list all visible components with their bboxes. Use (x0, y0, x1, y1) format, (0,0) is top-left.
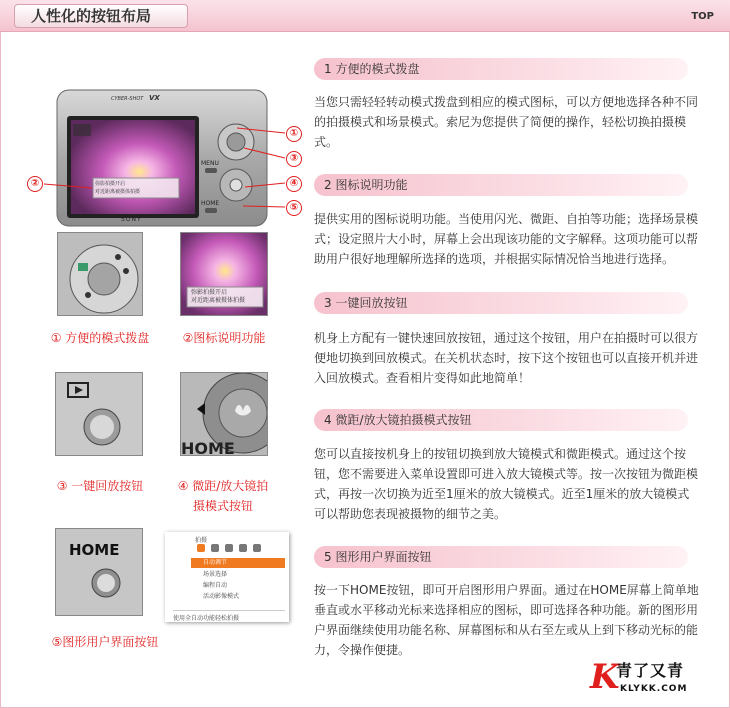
marker-5: ⑤ (286, 200, 302, 216)
home-menu-item-2[interactable] (191, 570, 285, 580)
caption-mode-dial: ① 方便的模式拨盘 (50, 331, 150, 345)
home-button-label: HOME (69, 541, 120, 559)
mode-dial-thumb (57, 232, 143, 316)
macro-thumb (180, 372, 268, 456)
playback-button-icon (56, 373, 143, 456)
section-title-3: 3 一键回放按钮 (314, 292, 688, 314)
home-menu-icon-row (197, 544, 283, 554)
camera-brand: SONY (121, 216, 142, 223)
page-title: 人性化的按钮布局 (14, 4, 188, 28)
caption-playback: ③ 一键回放按钮 (56, 479, 144, 493)
camera-mode-icon (197, 544, 205, 552)
camera-menu-label: MENU (201, 160, 219, 167)
section-title-2: 2 图标说明功能 (314, 174, 688, 196)
section-text-2: 提供实用的图标说明功能。当使用闪光、微距、自拍等功能；选择场景模式；设定照片大小时，屏幕上会出现该功能的文字解释。这项功能可以帮助用户很好地理解所选择的选项，并根据实际情况恰当地进行选择。 (314, 212, 699, 266)
svg-text:K: K (590, 657, 620, 697)
caption-icon-tip: ②图标说明功能 (182, 331, 266, 345)
home-menu-item-3[interactable] (191, 581, 285, 591)
marker-3: ③ (286, 151, 302, 167)
camera-home-label: HOME (201, 200, 220, 207)
view-icon (211, 544, 219, 552)
camera-screen-tip: 弥影拍摄开启 对近距离被摄体拍摄 (95, 181, 141, 195)
section-title-4: 4 微距/放大镜拍摄模式按钮 (314, 409, 688, 431)
playback-thumb (55, 372, 143, 456)
marker-1: ① (286, 126, 302, 142)
camera-model-tag: VX (149, 94, 160, 102)
print-icon (225, 544, 233, 552)
section-text-1: 当您只需轻轻转动模式拨盘到相应的模式图标，可以方便地选择各种不同的拍摄模式和场景模式。索尼为您提供了简便的操作，轻松切换拍摄模式。 (314, 95, 699, 149)
home-menu-screenshot (165, 532, 289, 622)
section-title-5: 5 图形用户界面按钮 (314, 546, 688, 568)
icon-tip-text: 弥影拍摄开启 对近距离被摄体拍摄 (191, 289, 246, 304)
macro-home-fragment: HOME (181, 439, 235, 456)
home-menu-item-label: 编程自动 (203, 582, 228, 589)
caption-home: ⑤图形用户界面按钮 (51, 635, 159, 649)
home-button-icon (56, 529, 143, 616)
logo-url: KLYKK.COM (620, 684, 688, 694)
home-menu-title: 拍摄 (195, 537, 208, 544)
memory-icon (253, 544, 261, 552)
home-menu-item-1[interactable] (191, 558, 285, 568)
mode-dial-icon (58, 233, 143, 316)
home-menu-item-4[interactable] (191, 592, 285, 602)
home-button-thumb (55, 528, 143, 616)
caption-macro: ④ 微距/放大镜拍 摄模式按钮 (177, 479, 269, 513)
tools-icon (239, 544, 247, 552)
home-menu-footer: 使用全自动功能轻松拍摄 (173, 610, 285, 622)
section-text-3: 机身上方配有一键快速回放按钮，通过这个按钮，用户在拍摄时可以很方便地切换到回放模式。在关机状态时，按下这个按钮也可以直接开机并进入回放模式。查看相片变得如此地简单！ (314, 331, 699, 385)
logo-text: 青了又青 (616, 661, 685, 680)
marker-2: ② (27, 176, 43, 192)
top-link[interactable]: TOP (691, 11, 714, 22)
section-text-4: 您可以直接按机身上的按钮切换到放大镜模式和微距模式。通过这个按钮，您不需要进入菜单设置即可进入放大镜模式等。按一次按钮为微距模式，再按一次切换为近至1厘米的放大镜模式。近至1厘米的放大镜模式可以帮助您表现被摄物的细节之美。 (314, 447, 699, 521)
home-menu-item-label: 自动调节 (203, 559, 228, 566)
marker-4: ④ (286, 176, 302, 192)
section-title-1: 1 方便的模式拨盘 (314, 58, 688, 80)
section-text-5: 按一下HOME按钮，即可开启图形用户界面。通过在HOME屏幕上简单地垂直或水平移动光标来选择相应的图标，即可选择各种功能。新的图形用户界面继续使用功能名称、屏幕图标和从右至左或从上到下移动光标的能力，令操作便捷。 (314, 583, 699, 657)
icon-tip-thumb (180, 232, 268, 316)
camera-badge-label: CYBER-SHOT (111, 96, 144, 102)
home-menu-item-label: 场景选择 (203, 571, 228, 578)
site-logo (588, 654, 708, 700)
home-menu-item-label: 活动影像模式 (203, 593, 240, 600)
